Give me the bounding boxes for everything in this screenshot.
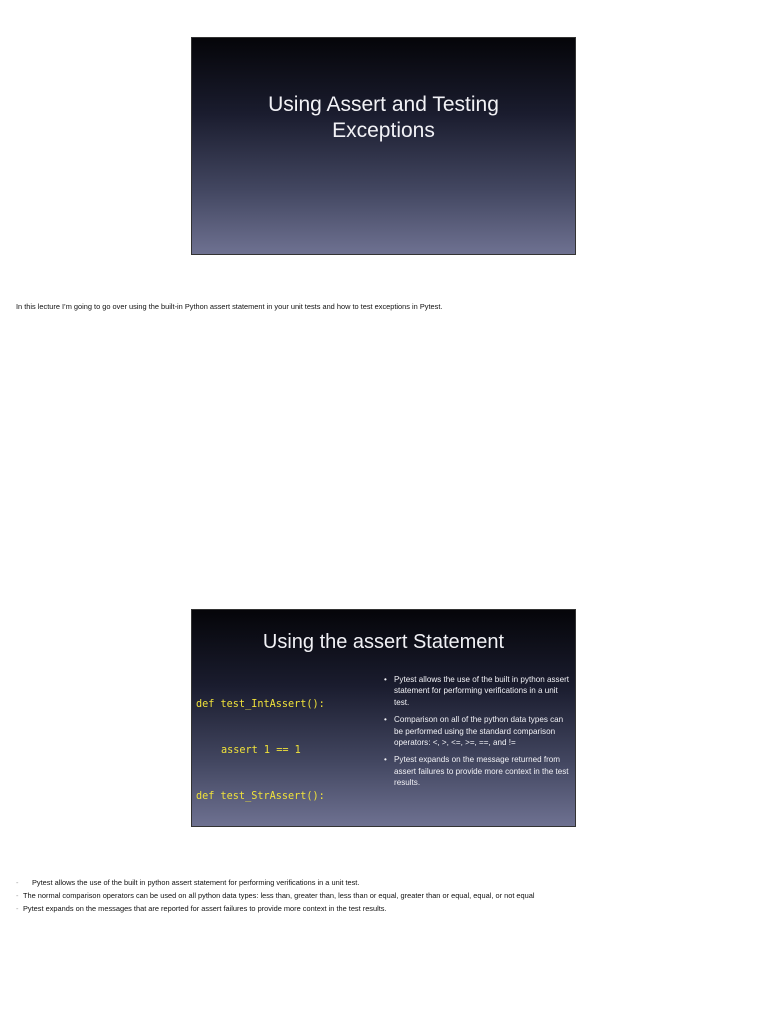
lecture-notes-2: [16, 876, 535, 915]
lecture-notes-1: In this lecture I’m going to go over using the built-in Python assert statement in your unit tests and how to test exceptions in Pytest.: [16, 302, 443, 311]
bullet-item: • Comparison on all of the python data types can be performed using the standard comparison operators: <, >, <=, >=, ==, and !=: [382, 714, 572, 748]
code-block: [196, 667, 374, 827]
slide-2-title: Using the assert Statement: [262, 631, 505, 653]
slide-1-title: Using Assert and Testing Exceptions: [268, 93, 499, 142]
notes-item: - Pytest expands on the messages that are reported for assert failures to provide more context in the test results.: [16, 902, 535, 915]
code-line: assert 1 == 1: [221, 745, 301, 757]
bullet-item: • Pytest allows the use of the built in python assert statement for performing verifications in a unit test.: [382, 674, 572, 708]
bullet-item: • Pytest expands on the message returned from assert failures to provide more context in the test results.: [382, 754, 572, 788]
slide-1: [191, 37, 576, 255]
slide-2: [191, 609, 576, 827]
notes-item: - Pytest allows the use of the built in python assert statement for performing verifications in a unit test.: [16, 876, 535, 889]
slide-2-bullets: [382, 674, 572, 795]
code-line: def test_StrAssert():: [196, 790, 325, 802]
notes-item: - The normal comparison operators can be used on all python data types: less than, greater than, less than or equal, greater than or equal, equal, or not equal: [16, 889, 535, 902]
code-line: def test_IntAssert():: [196, 699, 325, 711]
